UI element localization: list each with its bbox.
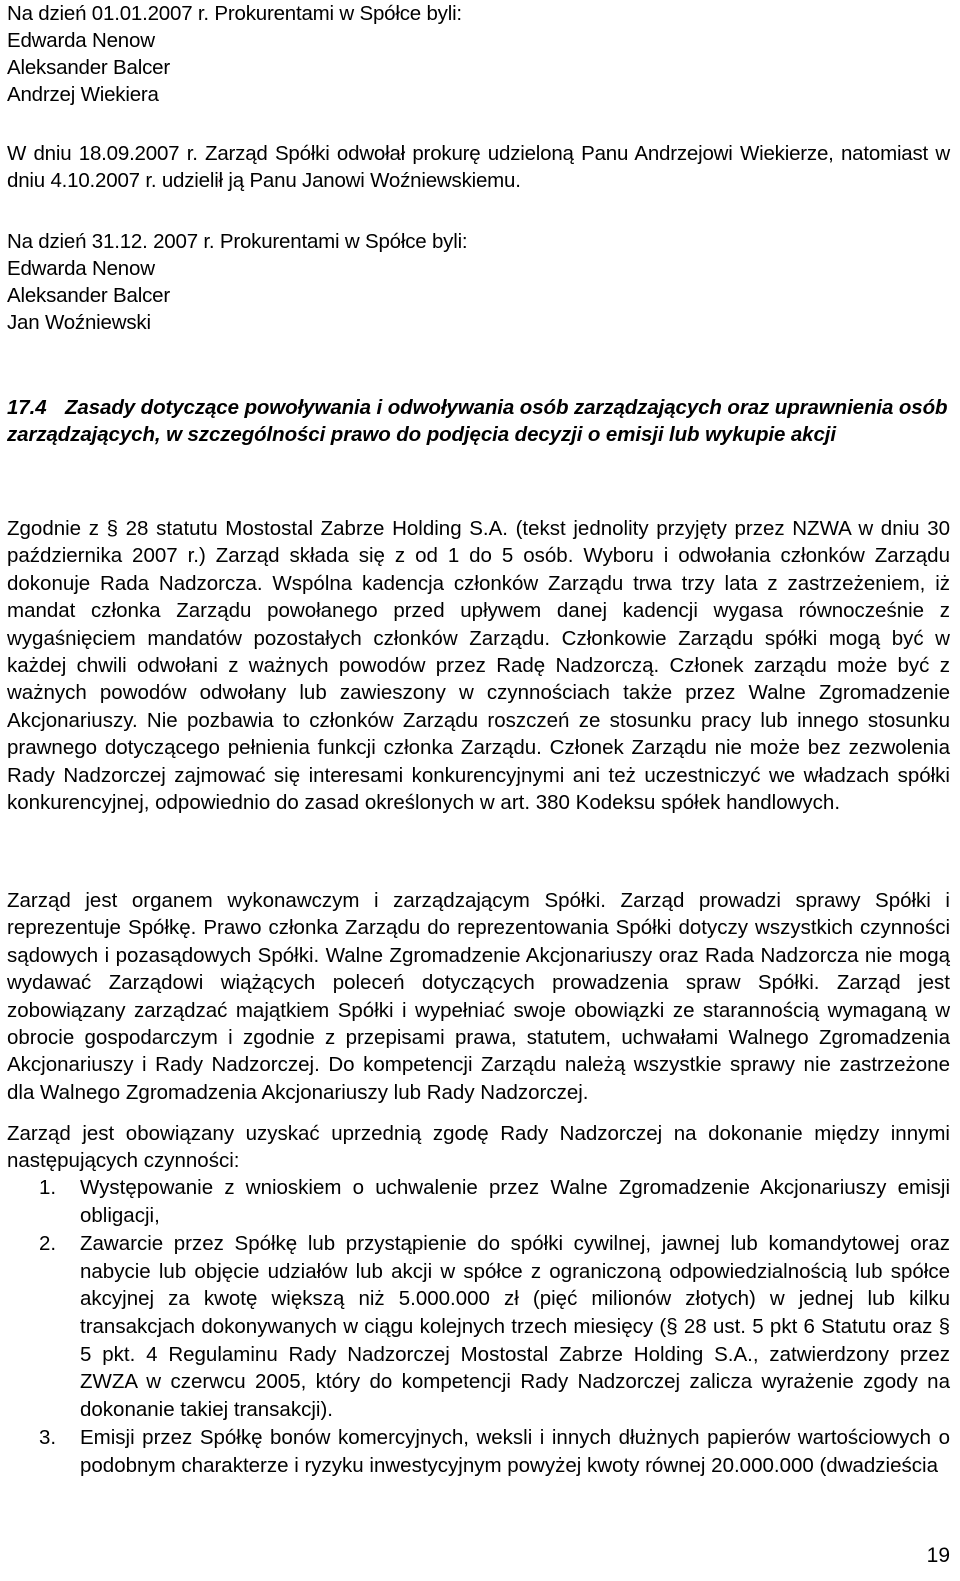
section-number: 17.4 [7, 396, 47, 419]
prokura-change-note [7, 140, 950, 194]
prokurent-name: Edwarda Nenow [7, 29, 155, 52]
list-item [7, 1424, 950, 1479]
prokurent-name: Aleksander Balcer [7, 284, 170, 307]
section-title: Zasady dotyczące powoływania i odwoływania osób zarządzających oraz uprawnienia osób zarządzających, w szczególności prawo do podjęcia decyzji o emisji lub wykupie akcji [7, 396, 948, 446]
prokurenci-list-start [7, 0, 950, 108]
change-note-line: W dniu 18.09.2007 r. Zarząd Spółki odwołał prokurę udzieloną Panu Andrzejowi Wiekierze, natomiast w [7, 142, 950, 165]
list-item-number: 2. [39, 1232, 57, 1256]
list-item-text: Zawarcie przez Spółkę lub przystąpienie do spółki cywilnej, jawnej lub komandytowej oraz nabycie lub objęcie udziałów lub akcji w spółce z ograniczoną odpowiedzialnością lub spółce akcyjnej za kwotę większą niż 5.000.000 zł (pięć milionów złotych) w jednej lub kilku transakcjach dokonywanych w ciągu kolejnych trzech miesięcy (§ 28 ust. 5 pkt 6 Statutu oraz § 5 pkt. 4 Regulaminu Rady Nadzorczej Mostostal Zabrze Holding S.A., zatwierdzony przez ZWZA w czerwcu 2005, który do kompetencji Rady Nadzorczej zalicza wyrażenie zgody na dokonanie takiej transakcji). [80, 1232, 950, 1421]
section-heading [7, 394, 950, 448]
list-item-text: Emisji przez Spółkę bonów komercyjnych, weksli i innych dłużnych papierów wartościowych o podobnym charakterze i ryzyku inwestycyjnym powyżej kwoty równej 20.000.000 (dwadzieścia [80, 1426, 950, 1477]
list-item [7, 1230, 950, 1423]
prokurent-name: Andrzej Wiekiera [7, 83, 159, 106]
paragraph-consent-intro: Zarząd jest obowiązany uzyskać uprzednią zgodę Rady Nadzorczej na dokonanie między innymi następujących czynności: [7, 1122, 950, 1173]
change-note-line: dniu 4.10.2007 r. udzielił ją Panu Janowi Woźniewskiemu. [7, 169, 521, 192]
prokurenci-heading-end: Na dzień 31.12. 2007 r. Prokurentami w Spółce byli: [7, 230, 468, 253]
prokurent-name: Jan Woźniewski [7, 311, 151, 334]
list-item-number: 1. [39, 1176, 57, 1199]
prokurent-name: Aleksander Balcer [7, 56, 170, 79]
consent-list [7, 1174, 950, 1481]
prokurenci-heading-start: Na dzień 01.01.2007 r. Prokurentami w Spółce byli: [7, 2, 462, 25]
paragraph-zarzad-role: Zarząd jest organem wykonawczym i zarządzającym Spółki. Zarząd prowadzi sprawy Spółki i reprezentuje Spółkę. Prawo członka Zarządu do reprezentowania Spółki dotyczy wszystkich czynności sądowych i pozasądowych Spółki. Walne Zgromadzenie Akcjonariuszy oraz Rada Nadzorcza nie mogą wydawać Zarządowi wiążących poleceń dotyczących prowadzenia spraw Spółki. Zarząd jest zobowiązany zarządzać majątkiem Spółki i wypełniać swoje obowiązki ze starannością wymaganą w obrocie gospodarczym i zgodnie z przepisami prawa, statutem, uchwałami Walnego Zgromadzenia Akcjonariuszy i Rady Nadzorczej. Do kompetencji Zarządu należą wszystkie sprawy nie zastrzeżone dla Walnego Zgromadzenia Akcjonariuszy lub Rady Nadzorczej. [7, 889, 950, 1104]
list-item-number: 3. [39, 1426, 57, 1450]
list-item-text: Występowanie z wnioskiem o uchwalenie przez Walne Zgromadzenie Akcjonariuszy emisji obligacji, [80, 1176, 950, 1227]
paragraph-zarzad-composition: Zgodnie z § 28 statutu Mostostal Zabrze Holding S.A. (tekst jednolity przyjęty przez NZWA w dniu 30 października 2007 r.) Zarząd składa się z od 1 do 5 osób. Wyboru i odwołania członków Zarządu dokonuje Rada Nadzorcza. Wspólna kadencja członków Zarządu trwa trzy lata z zastrzeżeniem, iż mandat członka Zarządu powołanego przed upływem danej kadencji wygasa równocześnie z wygaśnięciem mandatów pozostałych członków Zarządu. Członkowie Zarządu spółki mogą być w każdej chwili odwołani z ważnych powodów przez Radę Nadzorczą. Członek zarządu może być z ważnych powodów odwołany lub zawieszony w czynnościach także przez Walne Zgromadzenie Akcjonariuszy. Nie pozbawia to członków Zarządu roszczeń ze stosunku pracy lub innego stosunku prawnego dotyczącego pełnienia funkcji członka Zarządu. Członek Zarządu nie może bez zezwolenia Rady Nadzorczej zajmować się interesami konkurencyjnymi ani też uczestniczyć we władzach spółki konkurencyjnej, odpowiednio do zasad określonych w art. 380 Kodeksu spółek handlowych. [7, 517, 950, 815]
prokurent-name: Edwarda Nenow [7, 257, 155, 280]
prokurenci-list-end [7, 228, 950, 336]
list-item [7, 1174, 950, 1229]
page-number: 19 [926, 1544, 950, 1567]
